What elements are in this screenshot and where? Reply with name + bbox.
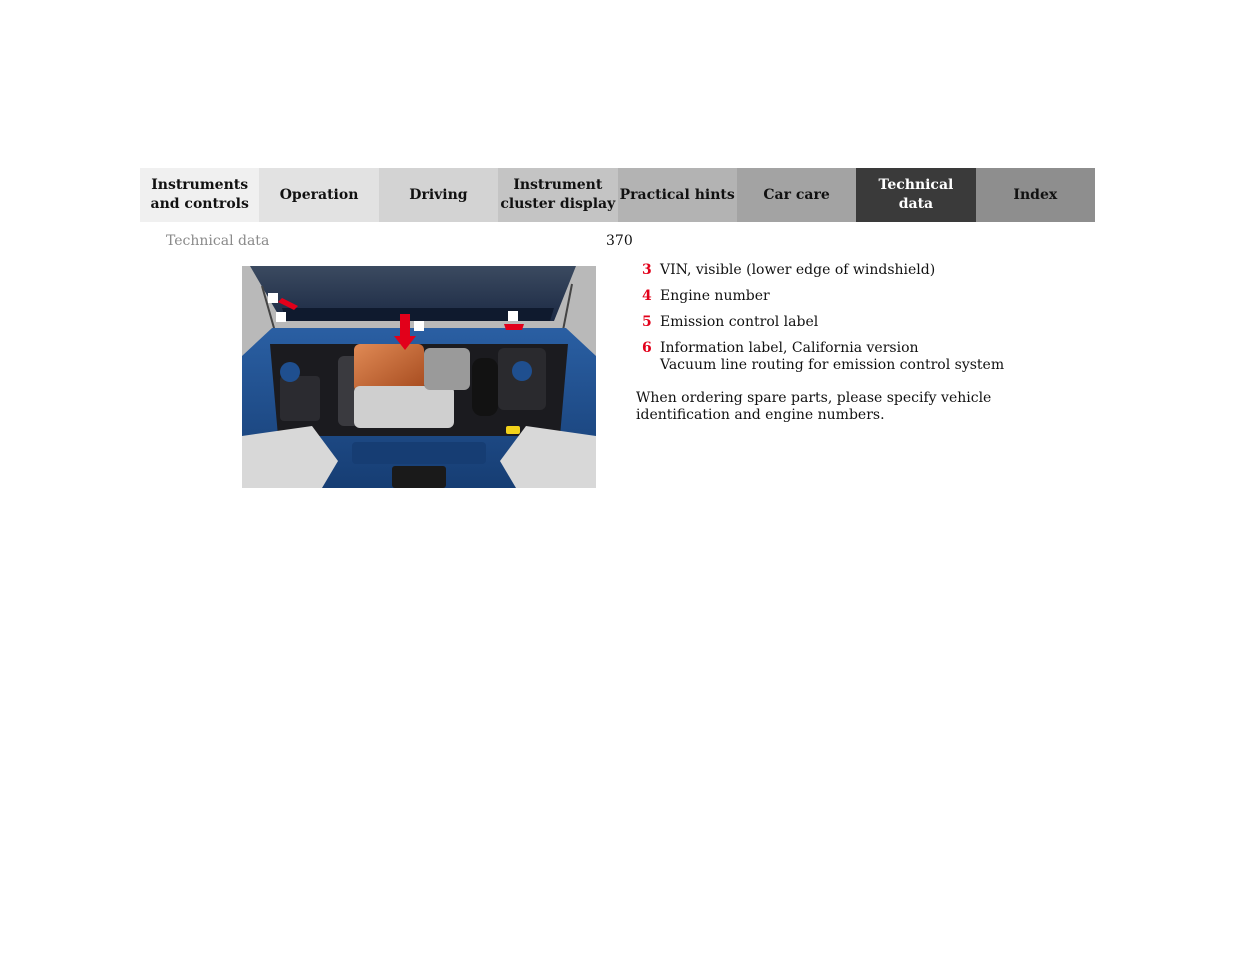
tab-label: Instruments and controls <box>150 177 249 212</box>
tab-driving[interactable] <box>379 168 498 222</box>
tab-label: Practical hints <box>619 186 735 203</box>
tab-label: Car care <box>763 186 830 203</box>
legend-item-emission-label <box>636 314 1086 331</box>
spare-parts-note <box>636 390 1086 424</box>
legend-text: Information label, California version <box>660 340 919 356</box>
tab-label: Instrument cluster display <box>500 177 616 212</box>
section-title: Technical data <box>166 233 270 249</box>
legend-text: Emission control label <box>660 314 819 330</box>
tab-technical-data[interactable] <box>856 168 975 222</box>
legend-number: 4 <box>642 288 652 304</box>
tab-instrument-cluster-display[interactable] <box>498 168 617 222</box>
tab-label: Driving <box>409 186 468 203</box>
engine-compartment-illustration <box>242 266 596 488</box>
tab-practical-hints[interactable] <box>618 168 737 222</box>
legend-item-engine-number <box>636 288 1086 305</box>
legend-text: Engine number <box>660 288 770 304</box>
legend-item-information-label <box>636 340 1086 374</box>
note-line: identification and engine numbers. <box>636 407 885 423</box>
tab-instruments-and-controls[interactable] <box>140 168 259 222</box>
page-number: 370 <box>606 233 633 249</box>
tab-index[interactable] <box>976 168 1095 222</box>
tab-label: Technical data <box>878 177 954 212</box>
legend-text: Vacuum line routing for emission control system <box>660 357 1005 373</box>
note-line: When ordering spare parts, please specify vehicle <box>636 390 992 406</box>
chapter-tabs <box>140 168 1095 222</box>
tab-operation[interactable] <box>259 168 378 222</box>
figure-legend <box>636 262 1086 424</box>
tab-label: Index <box>1013 186 1058 203</box>
tab-label: Operation <box>279 186 359 203</box>
legend-number: 5 <box>642 314 652 330</box>
legend-number: 3 <box>642 262 652 278</box>
legend-text: VIN, visible (lower edge of windshield) <box>660 262 936 278</box>
legend-item-vin <box>636 262 1086 279</box>
legend-number: 6 <box>642 340 652 356</box>
tab-car-care[interactable] <box>737 168 856 222</box>
